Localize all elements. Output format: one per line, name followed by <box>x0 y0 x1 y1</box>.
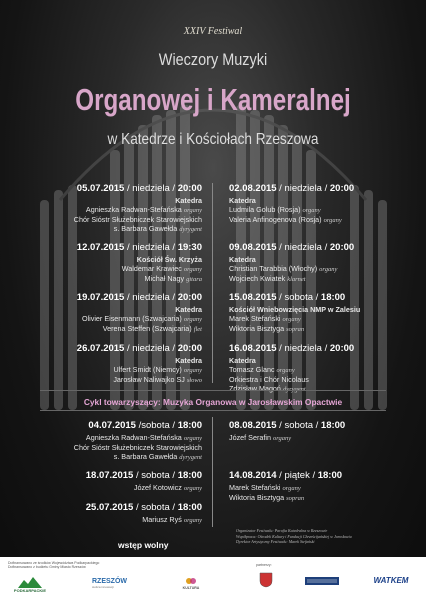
performer-line <box>22 443 202 452</box>
performer-name: Tomasz Glanc <box>229 365 275 374</box>
event-date: 04.07.2015 <box>88 420 136 431</box>
event-venue: Kościół Wniebowzięcia NMP w Zalesiu <box>229 305 361 314</box>
performer-name: Valeria Anfinogenova (Rosja) <box>229 215 322 224</box>
event-block <box>22 420 202 462</box>
event-venue: Katedra <box>229 356 256 365</box>
performer-line <box>22 205 202 215</box>
event-block <box>22 242 202 284</box>
performer-role: organy <box>183 316 202 323</box>
performer-line <box>229 215 414 225</box>
funding-note-2: Dofinansowano z budżetu Gminy Miasto Rzeszów <box>8 565 86 569</box>
performer-name: Ulfert Smidt (Niemcy) <box>113 365 182 374</box>
event-time: 20:00 <box>329 242 355 253</box>
event-weekday: / niedziela / <box>276 343 330 354</box>
performer-line <box>22 365 202 375</box>
event-block <box>229 183 414 225</box>
festival-edition: XXIV Festiwal <box>183 26 243 37</box>
separator-bottom <box>40 410 386 411</box>
performer-role: organy <box>323 217 342 224</box>
performer-role: organy <box>183 485 202 492</box>
sponsor-footer <box>0 557 426 600</box>
event-block <box>22 502 202 525</box>
performer-name: Verena Steffen (Szwajcaria) <box>102 324 192 333</box>
event-weekday: / sobota / <box>276 420 321 431</box>
event-date-line <box>22 242 202 254</box>
event-weekday: / niedziela / <box>124 292 178 303</box>
performer-name: Wiktoria Bisztyga <box>229 324 285 333</box>
event-date: 16.08.2015 <box>229 343 277 354</box>
event-block <box>229 242 414 284</box>
event-block <box>22 343 202 385</box>
performer-role: organy <box>276 367 295 374</box>
event-venue: Katedra <box>175 305 202 314</box>
event-time: 18:00 <box>317 470 343 481</box>
event-date: 18.07.2015 <box>85 470 134 481</box>
event-weekday: / niedziela / <box>124 242 178 253</box>
performer-name: Chór Sióstr Służebniczek Starowiejskich <box>73 443 202 452</box>
title-line-3: w Katedrze i Kościołach Rzeszowa <box>107 131 319 148</box>
performer-line <box>22 215 202 224</box>
title-line-1: Wieczory Muzyki <box>158 50 268 69</box>
performer-line <box>22 452 202 462</box>
performer-line <box>229 433 414 443</box>
event-date-line <box>229 470 414 482</box>
organizer-line: Współpraca: Ośrodek Kultury i Fundacji Chrześcijańskiej w Jarosławiu <box>236 533 352 539</box>
performer-role: dyrygent <box>179 226 202 233</box>
event-date: 15.08.2015 <box>229 292 277 303</box>
performer-name: Ludmila Golub (Rosja) <box>229 205 301 214</box>
watkem-logo <box>366 573 416 587</box>
performer-name: Wiktoria Bisztyga <box>229 493 285 502</box>
performer-name: Olivier Eisenmann (Szwajcaria) <box>81 314 182 323</box>
event-weekday: / niedziela / <box>124 343 178 354</box>
performer-line <box>229 314 414 324</box>
event-date-line <box>22 183 202 195</box>
event-block <box>229 343 414 394</box>
performer-name: Chór Sióstr Służebniczek Starowiejskich <box>73 215 202 224</box>
performer-role: organy <box>282 485 301 492</box>
event-venue: Katedra <box>175 196 202 205</box>
performer-line <box>229 375 414 384</box>
performer-role: organy <box>183 517 202 524</box>
performer-role: organy <box>183 435 202 442</box>
performer-role: gitara <box>186 276 202 283</box>
organizers-note <box>236 528 352 545</box>
main-column-divider <box>212 183 213 383</box>
performer-role: organy <box>282 316 301 323</box>
performer-name: Józef Kotowicz <box>133 483 182 492</box>
performer-line <box>22 515 202 525</box>
performer-line <box>22 483 202 493</box>
event-date-line <box>22 502 202 514</box>
performer-role: organy <box>302 207 321 214</box>
performer-name: s. Barbara Gawełda <box>113 452 178 461</box>
performer-role: organy <box>319 266 338 273</box>
event-date: 25.07.2015 <box>85 502 134 513</box>
performer-name: Christian Tarabbia (Włochy) <box>229 264 318 273</box>
performer-line <box>22 314 202 324</box>
event-time: 20:00 <box>177 343 202 354</box>
performer-line <box>22 264 202 274</box>
performer-name: Michał Nagy <box>144 274 185 283</box>
crest-icon <box>259 572 273 588</box>
event-date-line <box>22 343 202 355</box>
rzeszow-logo-text: RZESZÓW <box>92 577 127 585</box>
performer-name: Orkiestra i Chór Nicolaus <box>229 375 309 384</box>
performer-line <box>22 375 202 385</box>
event-date-line <box>229 420 414 432</box>
performer-name: Wojciech Kwiatek <box>229 274 286 283</box>
performer-role: organy <box>183 367 202 374</box>
event-date: 14.08.2014 <box>229 470 277 481</box>
event-time: 18:00 <box>177 502 202 513</box>
event-time: 20:00 <box>177 292 202 303</box>
event-block <box>22 470 202 493</box>
performer-role: klarnet <box>287 276 306 283</box>
performer-role: słowo <box>186 377 202 384</box>
performer-name: Agnieszka Radwan-Stefańska <box>85 205 182 214</box>
event-time: 19:30 <box>177 242 202 253</box>
event-venue: Katedra <box>175 356 202 365</box>
event-time: 18:00 <box>320 292 346 303</box>
organizer-line: Dyrektor Artystyczny Festiwalu: Marek Stefański <box>236 539 315 544</box>
event-venue: Katedra <box>229 255 256 264</box>
rzeszow-logo <box>92 573 138 593</box>
event-date-line <box>22 420 202 432</box>
podkarpackie-emblem-icon <box>18 576 42 588</box>
performer-name: Marek Stefański <box>229 483 281 492</box>
partner-logo-box <box>305 575 339 587</box>
event-venue: Kościół Św. Krzyża <box>136 255 202 264</box>
event-block <box>229 420 414 443</box>
performer-line <box>22 224 202 234</box>
performer-name: Waldemar Krawiec <box>121 264 182 273</box>
organizer-line: Organizator Festiwalu: Parafia Katedralna w Rzeszowie <box>236 528 328 533</box>
performer-line <box>22 274 202 284</box>
event-date: 09.08.2015 <box>229 242 277 253</box>
kultura-logo-text: KULTURA <box>182 586 200 590</box>
event-time: 20:00 <box>329 183 355 194</box>
performer-line <box>229 274 414 284</box>
event-time: 18:00 <box>320 420 346 431</box>
event-block <box>229 292 414 334</box>
event-block <box>22 292 202 334</box>
watkem-logo-text: WATKEM <box>373 575 409 585</box>
event-date-line <box>229 292 414 304</box>
performer-line <box>229 365 414 375</box>
event-date: 26.07.2015 <box>76 343 125 354</box>
event-date-line <box>22 470 202 482</box>
performer-name: Zdzisław Magoń <box>229 384 281 393</box>
free-entry-note: wstęp wolny <box>118 540 169 550</box>
performer-role: flet <box>193 326 202 333</box>
performer-line <box>229 264 414 274</box>
event-weekday: / sobota / <box>133 470 178 481</box>
partner-wordmark-icon <box>305 576 339 586</box>
performer-name: Jarosław Naliwajko SJ <box>113 375 185 384</box>
rzeszow-logo-subtitle: stolica innowacji <box>92 584 114 589</box>
performer-line <box>22 324 202 334</box>
kultura-emblem-icon <box>185 576 197 586</box>
performer-role: organy <box>183 207 202 214</box>
event-time: 20:00 <box>177 183 202 194</box>
partners-label: partnerzy: <box>256 563 272 567</box>
performer-line <box>229 205 414 215</box>
performer-line <box>22 433 202 443</box>
event-date: 08.08.2015 <box>229 420 277 431</box>
podkarpackie-logo-text: PODKARPACKIE <box>13 587 47 593</box>
kultura-logo <box>176 573 206 593</box>
funding-note-1: Dofinansowano ze środków Województwa Podkarpackiego <box>8 561 100 565</box>
podkarpackie-logo <box>8 573 52 595</box>
performer-role: organy <box>272 435 292 442</box>
event-date-line <box>229 343 414 355</box>
performer-line <box>229 384 414 394</box>
cycle-column-divider <box>212 417 213 527</box>
separator-top <box>40 390 386 391</box>
event-weekday: /sobota / <box>135 420 178 431</box>
performer-role: sopran <box>286 495 305 502</box>
event-date: 05.07.2015 <box>76 183 125 194</box>
title-line-2: Organowej i Kameralnej <box>75 82 351 117</box>
performer-role: dyrygent <box>179 454 202 461</box>
event-block <box>22 183 202 234</box>
performer-role: dyrygent <box>282 386 306 393</box>
performer-name: Mariusz Ryś <box>142 515 182 524</box>
performer-line <box>229 324 414 334</box>
event-weekday: / sobota / <box>276 292 321 303</box>
performer-name: Marek Stefański <box>229 314 281 323</box>
performer-name: s. Barbara Gawełda <box>113 224 178 233</box>
performer-name: Józef Serafin <box>229 433 271 442</box>
event-time: 18:00 <box>177 470 202 481</box>
event-venue: Katedra <box>229 196 256 205</box>
performer-line <box>229 493 414 503</box>
event-date-line <box>22 292 202 304</box>
event-weekday: / niedziela / <box>124 183 178 194</box>
event-date: 12.07.2015 <box>76 242 125 253</box>
performer-name: Agnieszka Radwan-Stefańska <box>85 433 182 442</box>
event-time: 18:00 <box>177 420 202 431</box>
event-weekday: / niedziela / <box>276 183 330 194</box>
performer-role: sopran <box>286 326 305 333</box>
event-weekday: / sobota / <box>133 502 178 513</box>
event-weekday: / niedziela / <box>276 242 330 253</box>
event-date-line <box>229 183 414 195</box>
event-block <box>229 470 414 503</box>
event-time: 20:00 <box>329 343 355 354</box>
partner-logo-crest <box>256 571 276 589</box>
cycle-title: Cykl towarzyszący: Muzyka Organowa w Jarosławskim Opactwie <box>83 397 343 407</box>
event-weekday: / piątek / <box>276 470 318 481</box>
event-date-line <box>229 242 414 254</box>
performer-role: organy <box>183 266 202 273</box>
event-date: 02.08.2015 <box>229 183 277 194</box>
performer-line <box>229 483 414 493</box>
event-date: 19.07.2015 <box>76 292 125 303</box>
